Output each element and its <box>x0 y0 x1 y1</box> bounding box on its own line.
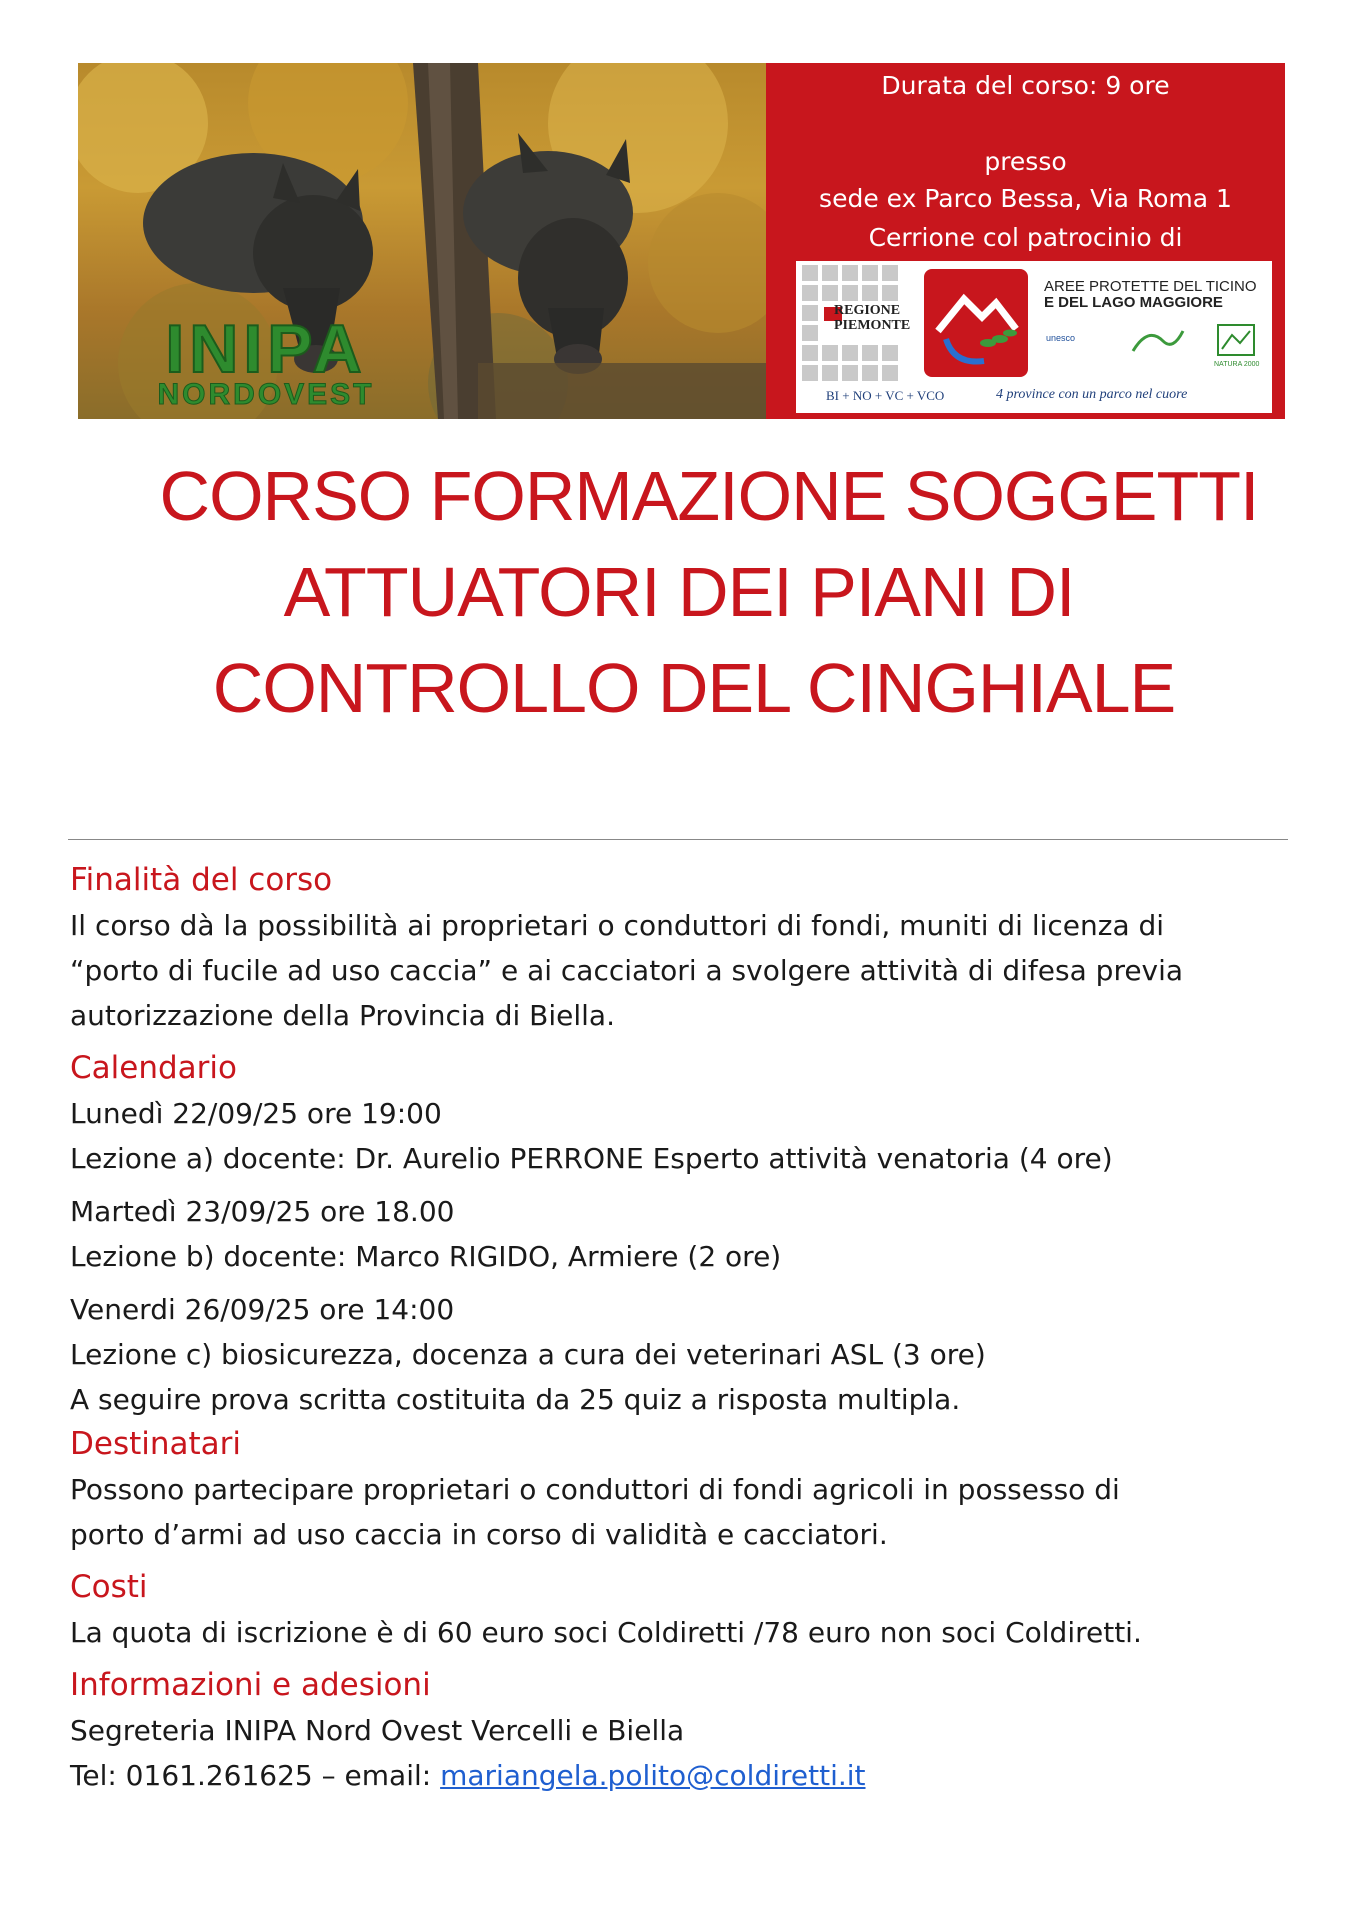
costi-text: La quota di iscrizione è di 60 euro soci Coldiretti /78 euro non soci Coldiretti. <box>70 1616 1142 1649</box>
venue-patronage: Cerrione col patrocinio di <box>868 223 1183 252</box>
divider <box>68 839 1288 840</box>
aree-protette-line2: E DEL LAGO MAGGIORE <box>1044 294 1223 311</box>
natura2000-icon <box>1216 323 1256 357</box>
provinces-text: BI + NO + VC + VCO <box>826 388 945 403</box>
venue-label: presso <box>984 147 1067 176</box>
finalita-text-1: Il corso dà la possibilità ai proprietari o conduttori di fondi, muniti di licenza di <box>70 909 1165 942</box>
calendar-lesson-2: Lezione b) docente: Marco RIGIDO, Armiere (2 ore) <box>70 1240 782 1273</box>
calendar-lesson-1: Lezione a) docente: Dr. Aurelio PERRONE Esperto attività venatoria (4 ore) <box>70 1142 1113 1175</box>
course-details <box>70 858 1310 1798</box>
parco-slogan: 4 province con un parco nel cuore <box>996 387 1188 402</box>
calendar-date-1: Lunedì 22/09/25 ore 19:00 <box>70 1097 442 1130</box>
section-title-calendario: Calendario <box>70 1050 237 1086</box>
section-title-destinatari: Destinatari <box>70 1426 242 1462</box>
destinatari-text-2: porto d’armi ad uso caccia in corso di validità e cacciatori. <box>70 1518 888 1551</box>
aree-protette-logo-text <box>1044 279 1264 311</box>
destinatari-text-1: Possono partecipare proprietari o conduttori di fondi agricoli in possesso di <box>70 1473 1120 1506</box>
title-line-2: ATTUATORI DEI PIANI DI <box>283 553 1075 631</box>
page-title <box>0 448 1358 736</box>
inipa-logo-sub: NORDOVEST <box>157 378 375 411</box>
title-line-1: CORSO FORMAZIONE SOGGETTI <box>159 457 1259 535</box>
info-secretariat: Segreteria INIPA Nord Ovest Vercelli e Biella <box>70 1714 685 1747</box>
unesco-logo: unesco <box>1046 333 1076 343</box>
info-contact <box>70 1753 1310 1798</box>
finalita-text-3: autorizzazione della Provincia di Biella. <box>70 999 615 1032</box>
section-title-costi: Costi <box>70 1569 148 1605</box>
header-banner <box>78 63 1285 419</box>
inipa-logo-name: INIPA <box>165 311 367 387</box>
course-info-box <box>766 63 1285 419</box>
contact-phone: Tel: 0161.261625 – email: <box>70 1759 441 1792</box>
title-line-3: CONTROLLO DEL CINGHIALE <box>212 649 1176 727</box>
calendar-date-2: Martedì 23/09/25 ore 18.00 <box>70 1195 455 1228</box>
calendar-date-3: Venerdi 26/09/25 ore 14:00 <box>70 1293 455 1326</box>
inipa-logo <box>106 311 426 411</box>
venue-address: sede ex Parco Bessa, Via Roma 1 <box>819 184 1232 213</box>
finalita-text-2: “porto di fucile ad uso caccia” e ai cacciatori a svolgere attività di difesa previa <box>70 954 1184 987</box>
regione-piemonte-text: REGIONE PIEMONTE <box>834 303 911 333</box>
sponsor-logos <box>796 261 1272 413</box>
wild-boar-photo <box>78 63 766 419</box>
section-title-info: Informazioni e adesioni <box>70 1667 431 1703</box>
course-duration: Durata del corso: 9 ore <box>881 71 1170 100</box>
contact-email-link[interactable]: mariangela.polito@coldiretti.it <box>440 1759 866 1792</box>
aree-protette-line1: AREE PROTETTE DEL TICINO <box>1044 278 1257 295</box>
parco-mountain-logo <box>924 269 1028 377</box>
natura2000-logo: NATURA 2000 <box>1214 361 1260 368</box>
calendar-exam-note: A seguire prova scritta costituita da 25 quiz a risposta multipla. <box>70 1383 961 1416</box>
calendar-lesson-3: Lezione c) biosicurezza, docenza a cura dei veterinari ASL (3 ore) <box>70 1338 986 1371</box>
section-title-finalita: Finalità del corso <box>70 862 333 898</box>
ticino-park-icon <box>1128 321 1188 361</box>
